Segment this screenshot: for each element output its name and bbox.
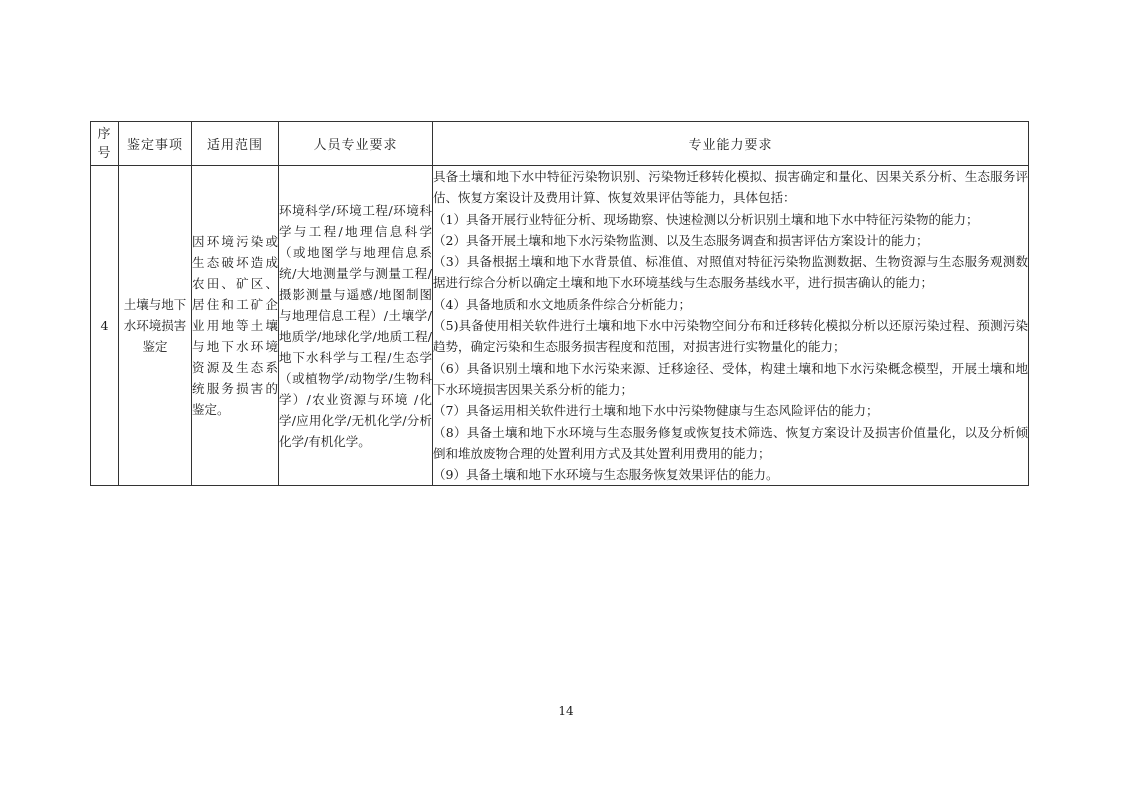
header-major: 人员专业要求: [279, 122, 433, 166]
header-seq-top: 序: [97, 126, 112, 142]
header-ability: 专业能力要求: [433, 122, 1029, 166]
row-item: 土壤与地下水环境损害鉴定: [119, 166, 192, 486]
ability-item-1: （1）具备开展行业特征分析、现场勘察、快速检测以分析识别土壤和地下水中特征污染物的能力；: [433, 211, 979, 227]
row-scope: 因环境污染或生态破坏造成农田、矿区、居住和工矿企业用地等土壤与地下水环境资源及生态系统服务损害的鉴定。: [192, 166, 279, 486]
ability-item-4: （4）具备地质和水文地质条件综合分析能力；: [433, 296, 691, 312]
page-number: 14: [558, 704, 574, 718]
header-scope: 适用范围: [192, 122, 279, 166]
qualification-table: [90, 121, 1029, 486]
ability-intro: 具备土壤和地下水中特征污染物识别、污染物迁移转化模拟、损害确定和量化、因果关系分析、生态服务评估、恢复方案设计及费用计算、恢复效果评估等能力，具体包括：: [433, 169, 1028, 206]
header-seq: [91, 122, 119, 166]
row-major: 环境科学/环境工程/环境科学与工程/地理信息科学（或地图学与地理信息系统/大地测量学与测量工程/摄影测量与遥感/地图制图与地理信息工程）/土壤学/地质学/地球化学/地质工程/地下水科学与工程/生态学（或植物学/动物学/生物科学）/农业资源与环境 /化学/应用化学/无机化学/分析化学/有机化学。: [279, 166, 433, 486]
ability-item-3: （3）具备根据土壤和地下水背景值、标准值、对照值对特征污染物监测数据、生物资源与生态服务观测数据进行综合分析以确定土壤和地下水环境基线与生态服务基线水平，进行损害确认的能力；: [433, 254, 1028, 291]
header-seq-bottom: 号: [97, 145, 112, 161]
ability-item-9: （9）具备土壤和地下水环境与生态服务恢复效果评估的能力。: [433, 467, 779, 483]
ability-item-5: （5)具备使用相关软件进行土壤和地下水中污染物空间分布和迁移转化模拟分析以还原污染过程、预测污染趋势，确定污染和生态服务损害程度和范围，对损害进行实物量化的能力；: [433, 318, 1028, 355]
table-header-row: [91, 122, 1029, 166]
table-row: [91, 166, 1029, 486]
ability-item-2: （2）具备开展土壤和地下水污染物监测、以及生态服务调查和损害评估方案设计的能力；: [433, 232, 929, 248]
row-seq: 4: [91, 166, 119, 486]
ability-item-7: （7）具备运用相关软件进行土壤和地下水中污染物健康与生态风险评估的能力；: [433, 403, 879, 419]
ability-item-8: （8）具备土壤和地下水环境与生态服务修复或恢复技术筛选、恢复方案设计及损害价值量化，以及分析倾倒和堆放废物合理的处置利用方式及其处置利用费用的能力；: [433, 424, 1028, 461]
ability-item-6: （6）具备识别土壤和地下水污染来源、迁移途径、受体，构建土壤和地下水污染概念模型，开展土壤和地下水环境损害因果关系分析的能力；: [433, 360, 1028, 397]
header-item: 鉴定事项: [119, 122, 192, 166]
row-ability: [433, 166, 1029, 486]
